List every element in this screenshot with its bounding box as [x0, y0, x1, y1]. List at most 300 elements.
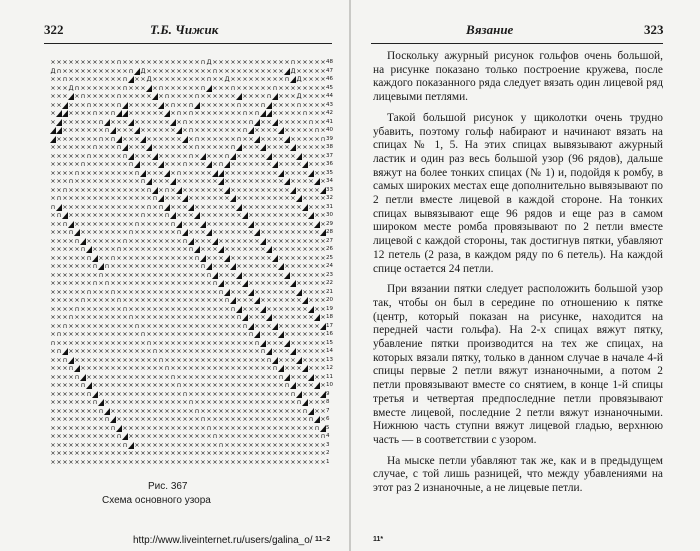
chart-cell: × — [320, 66, 326, 75]
chart-cell: × — [266, 202, 272, 211]
chart-cell: × — [302, 347, 308, 355]
chart-cell: п — [266, 92, 272, 100]
chart-cell: × — [200, 330, 206, 338]
chart-cell: × — [104, 287, 110, 296]
chart-cell: × — [170, 83, 176, 92]
chart-cell: × — [122, 415, 128, 423]
chart-cell: × — [164, 75, 170, 83]
chart-cell: п — [278, 372, 284, 381]
chart-cell: × — [56, 381, 62, 389]
chart-cell: × — [110, 338, 116, 347]
chart-cell: × — [290, 83, 296, 92]
chart-cell: × — [80, 330, 86, 338]
chart-cell: × — [92, 151, 98, 160]
chart-cell-triangle — [230, 194, 236, 203]
chart-cell-triangle — [236, 92, 242, 101]
chart-cell: × — [212, 304, 218, 313]
chart-cell: × — [116, 219, 122, 228]
chart-cell: × — [86, 457, 92, 466]
chart-cell: × — [74, 287, 80, 296]
chart-cell: × — [152, 177, 158, 185]
chart-cell: × — [176, 398, 182, 406]
chart-cell: × — [188, 75, 194, 83]
chart-cell: п — [212, 432, 218, 440]
chart-cell: × — [50, 194, 56, 202]
chart-cell: × — [206, 398, 212, 406]
chart-cell: × — [158, 245, 164, 253]
chart-cell: п — [182, 160, 188, 168]
chart-cell: × — [272, 194, 278, 202]
chart-cell: × — [200, 287, 206, 296]
chart-cell: × — [170, 415, 176, 423]
chart-cell: × — [320, 160, 326, 168]
paragraph: При вязании пятки следует расположить большой узор так, чтобы он был в середине по отношению к пятке (центр, который показан на рисунке, находится на передней части гольфа). На 2-х спицах вяжут пятку, убавление пятки производится на тех же спицах, на которых вязали пятку, только в данном случае в начале 4-й спицы первые 2 петли вяжут изнаночными, а потом 2 петли провязывают вместе со снятием, в конце 1-й спицы третья и четвертая предпоследние петли провязывают вместе лицевой, последние 2 петли вяжут изнаночными. Нижнюю часть ступни вяжут лицевой гладью, верхнюю часть — в соответствии с узором. — [373, 283, 663, 446]
chart-cell: × — [266, 415, 272, 423]
chart-cell: × — [56, 296, 62, 304]
chart-cell: × — [92, 406, 98, 415]
chart-cell: × — [272, 296, 278, 304]
chart-cell: × — [140, 364, 146, 372]
chart-cell: × — [236, 168, 242, 177]
chart-cell-triangle — [266, 109, 272, 118]
chart-cell: × — [176, 253, 182, 262]
chart-cell: × — [104, 92, 110, 100]
chart-cell: × — [170, 262, 176, 270]
chart-cell: × — [176, 338, 182, 347]
chart-cell: × — [146, 415, 152, 423]
chart-cell: × — [206, 219, 212, 228]
chart-cell: × — [266, 253, 272, 262]
chart-cell: × — [140, 194, 146, 202]
chart-cell: × — [116, 194, 122, 202]
chart-cell: × — [140, 185, 146, 194]
chart-cell: × — [80, 75, 86, 83]
chart-cell: Д — [146, 75, 152, 83]
chart-cell: × — [170, 457, 176, 466]
chart-cell: × — [146, 117, 152, 126]
chart-cell: × — [290, 338, 296, 347]
chart-cell: × — [176, 313, 182, 321]
chart-cell: × — [218, 304, 224, 313]
chart-cell: × — [290, 262, 296, 270]
chart-cell: п — [290, 58, 296, 66]
chart-cell: × — [152, 160, 158, 168]
chart-cell: × — [152, 245, 158, 253]
chart-cell: × — [248, 245, 254, 253]
chart-cell: × — [68, 440, 74, 449]
chart-cell-triangle — [218, 177, 224, 186]
chart-cell: × — [182, 287, 188, 296]
chart-cell: × — [212, 440, 218, 449]
chart-cell: × — [140, 126, 146, 134]
chart-cell: Д — [290, 66, 296, 75]
chart-cell: × — [74, 279, 80, 287]
chart-cell: × — [62, 134, 68, 143]
chart-cell: × — [152, 117, 158, 126]
chart-cell: × — [194, 168, 200, 177]
chart-cell: п — [200, 83, 206, 92]
chart-cell: × — [140, 279, 146, 287]
chart-cell: × — [134, 83, 140, 92]
chart-cell: × — [218, 236, 224, 245]
chart-cell: × — [254, 355, 260, 364]
chart-cell-triangle — [308, 407, 314, 416]
chart-cell: × — [182, 398, 188, 406]
chart-cell: × — [134, 245, 140, 253]
chart-cell: × — [254, 364, 260, 372]
chart-cell: × — [314, 245, 320, 253]
chart-cell: × — [74, 134, 80, 143]
chart-cell: × — [236, 355, 242, 364]
chart-cell: × — [80, 126, 86, 134]
chart-cell: × — [74, 432, 80, 440]
chart-cell: × — [320, 92, 326, 100]
chart-cell: × — [296, 160, 302, 168]
chart-cell: п — [110, 134, 116, 143]
chart-cell: п — [56, 194, 62, 202]
chart-cell: × — [290, 168, 296, 177]
chart-cell: п — [260, 347, 266, 355]
chart-cell-triangle — [254, 135, 260, 144]
chart-cell: × — [188, 313, 194, 321]
chart-cell: × — [110, 185, 116, 194]
chart-cell: × — [272, 236, 278, 245]
chart-cell: × — [314, 228, 320, 236]
chart-cell: × — [230, 321, 236, 330]
chart-cell: × — [206, 449, 212, 457]
chart-cell: × — [254, 66, 260, 75]
chart-cell-triangle — [158, 160, 164, 169]
chart-cell: × — [80, 66, 86, 75]
chart-cell: × — [212, 296, 218, 304]
chart-cell: × — [230, 330, 236, 338]
chart-cell: × — [98, 126, 104, 134]
chart-cell: × — [104, 304, 110, 313]
chart-cell: × — [212, 287, 218, 296]
chart-cell: × — [206, 406, 212, 415]
chart-cell: × — [212, 245, 218, 253]
chart-cell: × — [62, 160, 68, 168]
chart-cell: × — [254, 270, 260, 279]
chart-cell: × — [254, 245, 260, 253]
chart-cell: × — [206, 389, 212, 398]
chart-cell-triangle — [62, 101, 68, 110]
chart-cell: × — [302, 66, 308, 75]
chart-cell: × — [314, 287, 320, 296]
chart-cell: × — [206, 372, 212, 381]
chart-cell: × — [278, 381, 284, 389]
chart-cell: × — [272, 202, 278, 211]
chart-row-number: 2 — [326, 450, 330, 456]
chart-cell: × — [164, 58, 170, 66]
chart-cell: × — [188, 177, 194, 185]
chart-cell: п — [116, 58, 122, 66]
chart-cell: × — [176, 330, 182, 338]
chart-cell: × — [50, 449, 56, 457]
paragraph: Такой большой рисунок у щиколотки очень трудно убавить, поэтому гольф набирают и начинают вязать на спицах № 1, 5. На этих спицах вывязывают ажурный ластик и один раз весь большой узор (96 рядов), дальше вяжут на более тонких спицах (№ 1) и, подойдя к ромбу, в самых широких местах еще дополнительно вывязывают по 2 петли вместе лицевой в каждой стороне. На тонких спицах вывязывают еще 96 рядов и еще раз в самом широком месте ромба провязывают по 2 петли вместе лицевой с каждой стороны, так достигнув пятки, убавляют 12 петель (2 раза, в каждом ряду по 6 петель). На каждой спице остается 24 петли. — [373, 111, 663, 275]
chart-cell: × — [164, 398, 170, 406]
chart-cell: × — [152, 58, 158, 66]
chart-cell: × — [92, 194, 98, 202]
chart-cell: × — [170, 321, 176, 330]
chart-cell: × — [50, 415, 56, 423]
chart-cell: × — [260, 253, 266, 262]
chart-cell: × — [236, 423, 242, 432]
chart-cell: × — [230, 440, 236, 449]
chart-cell: × — [296, 168, 302, 177]
chart-cell: × — [200, 66, 206, 75]
chart-cell: × — [302, 313, 308, 321]
chart-cell: × — [218, 202, 224, 211]
chart-cell: п — [146, 202, 152, 211]
chart-cell: × — [320, 415, 326, 423]
chart-cell: × — [92, 330, 98, 338]
chart-cell-triangle — [242, 313, 248, 322]
chart-cell-triangle — [260, 143, 266, 152]
chart-cell-triangle — [104, 407, 110, 416]
chart-cell: × — [62, 398, 68, 406]
chart-cell: × — [242, 406, 248, 415]
chart-cell: × — [152, 432, 158, 440]
chart-cell: × — [128, 83, 134, 92]
chart-cell: × — [74, 262, 80, 270]
chart-cell: × — [236, 109, 242, 117]
chart-cell: × — [320, 364, 326, 372]
chart-cell: × — [152, 304, 158, 313]
chart-cell: × — [62, 270, 68, 279]
right-page — [351, 0, 700, 551]
chart-cell-triangle — [302, 364, 308, 373]
chart-cell: × — [128, 58, 134, 66]
chart-cell: × — [314, 296, 320, 304]
chart-cell: × — [272, 168, 278, 177]
chart-cell: × — [182, 245, 188, 253]
chart-cell: × — [266, 330, 272, 338]
chart-cell: × — [248, 194, 254, 202]
chart-cell: × — [122, 457, 128, 466]
chart-cell: × — [80, 194, 86, 202]
chart-row-number: 12 — [326, 365, 333, 371]
chart-cell: × — [266, 389, 272, 398]
chart-cell: × — [110, 296, 116, 304]
chart-cell: × — [236, 245, 242, 253]
chart-cell: × — [170, 253, 176, 262]
chart-cell: × — [200, 296, 206, 304]
chart-cell: × — [152, 338, 158, 347]
chart-cell: × — [254, 321, 260, 330]
chart-cell: × — [134, 109, 140, 117]
chart-cell: × — [62, 381, 68, 389]
chart-cell: × — [188, 279, 194, 287]
chart-cell: × — [200, 449, 206, 457]
chart-cell: × — [164, 355, 170, 364]
chart-cell: × — [218, 253, 224, 262]
chart-cell: × — [200, 245, 206, 253]
chart-cell: × — [188, 321, 194, 330]
chart-cell: × — [116, 279, 122, 287]
chart-cell: × — [128, 177, 134, 185]
chart-cell-triangle — [158, 101, 164, 110]
chart-cell: × — [50, 109, 56, 117]
chart-cell: × — [140, 423, 146, 432]
chart-cell: × — [128, 449, 134, 457]
chart-cell-triangle — [242, 279, 248, 288]
chart-cell: × — [206, 296, 212, 304]
chart-cell-triangle — [290, 347, 296, 356]
chart-cell: × — [140, 389, 146, 398]
chart-cell: × — [206, 432, 212, 440]
chart-cell: × — [314, 185, 320, 194]
chart-cell: × — [164, 432, 170, 440]
chart-cell-triangle — [236, 305, 242, 314]
chart-cell: × — [284, 228, 290, 236]
chart-cell: × — [110, 347, 116, 355]
chart-cell: × — [278, 270, 284, 279]
chart-cell: × — [74, 160, 80, 168]
chart-cell: × — [314, 432, 320, 440]
chart-cell: × — [134, 185, 140, 194]
chart-cell: × — [170, 185, 176, 194]
chart-cell: × — [218, 415, 224, 423]
chart-cell: п — [92, 279, 98, 287]
chart-cell: × — [314, 330, 320, 338]
chart-cell: × — [140, 92, 146, 100]
chart-cell: × — [212, 372, 218, 381]
chart-cell: × — [140, 372, 146, 381]
chart-cell: × — [260, 83, 266, 92]
chart-cell: × — [188, 58, 194, 66]
chart-cell: × — [116, 415, 122, 423]
chart-cell: × — [308, 58, 314, 66]
chart-cell: × — [218, 211, 224, 219]
chart-cell: п — [188, 151, 194, 160]
chart-cell: × — [236, 347, 242, 355]
chart-cell: × — [224, 381, 230, 389]
chart-cell: × — [122, 398, 128, 406]
chart-cell: × — [140, 262, 146, 270]
chart-cell: × — [236, 398, 242, 406]
chart-cell: × — [290, 406, 296, 415]
chart-cell: × — [146, 168, 152, 177]
chart-cell: × — [68, 449, 74, 457]
chart-cell: × — [260, 432, 266, 440]
chart-cell-triangle — [260, 305, 266, 314]
chart-cell-triangle — [230, 296, 236, 305]
chart-cell: × — [200, 100, 206, 109]
chart-cell: × — [284, 440, 290, 449]
chart-cell: × — [74, 126, 80, 134]
chart-cell: × — [200, 364, 206, 372]
chart-cell: × — [176, 270, 182, 279]
chart-cell: × — [302, 270, 308, 279]
chart-cell: × — [140, 228, 146, 236]
chart-cell: × — [224, 457, 230, 466]
chart-cell: × — [158, 406, 164, 415]
chart-cell: × — [140, 347, 146, 355]
chart-cell: × — [116, 126, 122, 134]
chart-cell: × — [248, 406, 254, 415]
chart-cell-triangle — [224, 288, 230, 297]
chart-cell: × — [122, 126, 128, 134]
chart-cell-triangle — [278, 330, 284, 339]
chart-cell: п — [74, 83, 80, 92]
chart-cell: × — [74, 58, 80, 66]
chart-cell: × — [116, 389, 122, 398]
watermark-url-link[interactable]: http://www.liveinternet.ru/users/galina_o/ — [133, 535, 313, 546]
chart-cell: × — [50, 168, 56, 177]
chart-cell-triangle — [296, 356, 302, 365]
chart-cell: × — [164, 126, 170, 134]
chart-cell: × — [236, 389, 242, 398]
chart-cell: × — [68, 168, 74, 177]
chart-cell: × — [278, 406, 284, 415]
chart-cell-triangle — [308, 169, 314, 178]
chart-row-number: 19 — [326, 305, 333, 312]
chart-cell: × — [272, 423, 278, 432]
chart-cell: × — [320, 287, 326, 296]
chart-cell: × — [242, 253, 248, 262]
chart-cell: × — [134, 415, 140, 423]
chart-cell: п — [92, 398, 98, 406]
chart-cell: × — [278, 313, 284, 321]
chart-cell: × — [266, 58, 272, 66]
chart-cell-triangle — [200, 152, 206, 161]
chart-cell: × — [146, 355, 152, 364]
chart-cell: × — [92, 457, 98, 466]
chart-cell: × — [110, 177, 116, 185]
chart-row-number: 30 — [326, 212, 333, 218]
chart-cell: × — [68, 347, 74, 355]
chart-cell: × — [116, 228, 122, 236]
chart-cell: × — [68, 406, 74, 415]
chart-cell: × — [158, 338, 164, 347]
chart-cell-triangle — [176, 186, 182, 195]
chart-cell: п — [128, 228, 134, 236]
chart-cell: × — [314, 304, 320, 313]
chart-cell: × — [194, 330, 200, 338]
chart-cell: × — [74, 253, 80, 262]
chart-cell: × — [242, 194, 248, 202]
chart-cell: × — [74, 313, 80, 321]
chart-cell: × — [170, 270, 176, 279]
chart-cell: × — [188, 287, 194, 296]
chart-cell: × — [158, 66, 164, 75]
chart-cell: × — [176, 134, 182, 143]
chart-row-number: 48 — [326, 59, 333, 65]
chart-cell: × — [308, 83, 314, 92]
chart-cell: × — [128, 262, 134, 270]
chart-cell: × — [140, 160, 146, 168]
chart-cell: × — [98, 83, 104, 92]
chart-cell: × — [158, 262, 164, 270]
chart-cell: × — [104, 389, 110, 398]
chart-cell: п — [230, 83, 236, 92]
chart-cell: × — [140, 253, 146, 262]
chart-cell: × — [182, 262, 188, 270]
chart-cell: × — [200, 143, 206, 151]
chart-cell: × — [206, 253, 212, 262]
chart-cell: × — [80, 202, 86, 211]
chart-cell: × — [308, 338, 314, 347]
chart-cell: × — [128, 185, 134, 194]
chart-cell: × — [212, 75, 218, 83]
chart-cell: п — [62, 75, 68, 83]
chart-cell: × — [74, 440, 80, 449]
chart-cell: × — [74, 389, 80, 398]
chart-cell: × — [116, 381, 122, 389]
chart-cell: × — [272, 449, 278, 457]
chart-cell: × — [176, 321, 182, 330]
